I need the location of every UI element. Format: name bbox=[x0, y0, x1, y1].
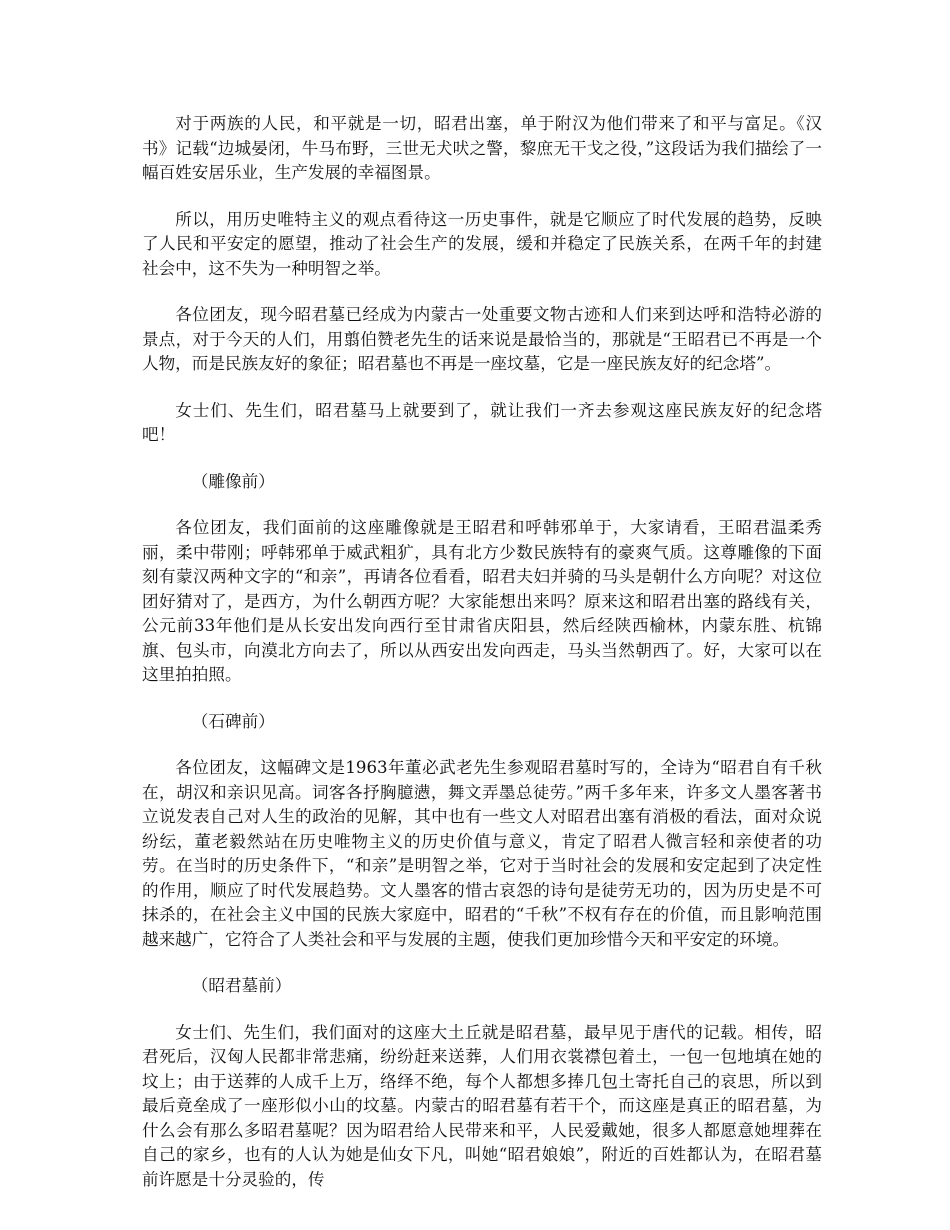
paragraph-historical-view: 所以，用历史唯特主义的观点看待这一历史事件，就是它顺应了时代发展的趋势，反映了人民和平安定的愿望，推动了社会生产的发展，缓和并稳定了民族关系，在两千年的封建社会中，这不失为一种明智之举。 bbox=[142, 209, 822, 278]
paragraph-stele: 各位团友，这幅碑文是1963年董必武老先生参观昭君墓时写的，全诗为“昭君自有千秋在，胡汉和亲识见高。词客各抒胸臆懑，舞文弄墨总徒劳。”两千多年来，许多文人墨客著书立说发表自己对人生的政治的见解，其中也有一些文人对昭君出塞有消极的看法，面对众说纷纭，董老毅然站在历史唯物主义的历史价值与意义，肯定了昭君人微言轻和亲使者的功劳。在当时的历史条件下，“和亲”是明智之举，它对于当时社会的发展和安定起到了决定性的作用，顺应了时代发展趋势。文人墨客的惜古哀怨的诗句是徒劳无功的，因为历史是不可抹杀的，在社会主义中国的民族大家庭中，昭君的“千秋”不权有存在的价值，而且影响范围越来越广，它符合了人类社会和平与发展的主题，使我们更加珍惜今天和平安定的环境。 bbox=[142, 758, 822, 949]
paragraph-arriving: 女士们、先生们，昭君墓马上就要到了，就让我们一齐去参观这座民族友好的纪念塔吧！ bbox=[142, 400, 822, 444]
paragraph-tomb: 女士们、先生们，我们面对的这座大土丘就是昭君墓，最早见于唐代的记载。相传，昭君死后，汉匈人民都非常悲痛，纷纷赶来送葬，人们用衣裳襟包着土，一包一包地填在她的坟上；由于送葬的人成千上万，络绎不绝，每个人都想多捧几包土寄托自己的哀思，所以到最后竟垒成了一座形似小山的坟墓。内蒙古的昭君墓有若干个，而这座是真正的昭君墓，为什么会有那么多昭君墓呢？因为昭君给人民带来和平，人民爱戴她，很多人都愿意她埋葬在自己的家乡，也有的人认为她是仙女下凡，叫她“昭君娘娘”，附近的百姓都认为，在昭君墓前许愿是十分灵验的，传 bbox=[142, 1022, 822, 1189]
paragraph-friendship-monument: 各位团友，现今昭君墓已经成为内蒙古一处重要文物古迹和人们来到达呼和浩特必游的景点，对于今天的人们，用翦伯赞老先生的话来说是最恰当的，那就是“王昭君已不再是一个人物，而是民族友好的象征；昭君墓也不再是一座坟墓，它是一座民族友好的纪念塔”。 bbox=[142, 305, 822, 373]
section-heading-stele: （石碑前） bbox=[191, 711, 275, 731]
section-heading-tomb: （昭君墓前） bbox=[191, 976, 292, 995]
document-page bbox=[142, 112, 822, 1192]
paragraph-statue: 各位团友，我们面前的这座雕像就是王昭君和呼韩邪单于，大家请看，王昭君温柔秀丽，柔中带刚；呼韩邪单于威武粗犷，具有北方少数民族特有的豪爽气质。这尊雕像的下面刻有蒙汉两种文字的“和亲”，再请各位看看，昭君夫妇并骑的马头是朝什么方向呢？对这位团好猜对了，是西方，为什么朝西方呢？大家能想出来吗？原来这和昭君出塞的路线有关，公元前33年他们是从长安出发向西行至甘肃省庆阳县，然后经陕西榆林，内蒙东胜、杭锦旗、包头市，向漠北方向去了，所以从西安出发向西走，马头当然朝西了。好，大家可以在这里拍拍照。 bbox=[142, 518, 822, 684]
section-heading-statue: （雕像前） bbox=[191, 471, 275, 491]
paragraph-peace-prosperity: 对于两族的人民，和平就是一切，昭君出塞，单于附汉为他们带来了和平与富足。《汉书》记载“边城晏闭，牛马布野，三世无犬吠之警，黎庶无干戈之役，”这段话为我们描绘了一幅百姓安居乐业，生产发展的幸福图景。 bbox=[142, 114, 822, 182]
